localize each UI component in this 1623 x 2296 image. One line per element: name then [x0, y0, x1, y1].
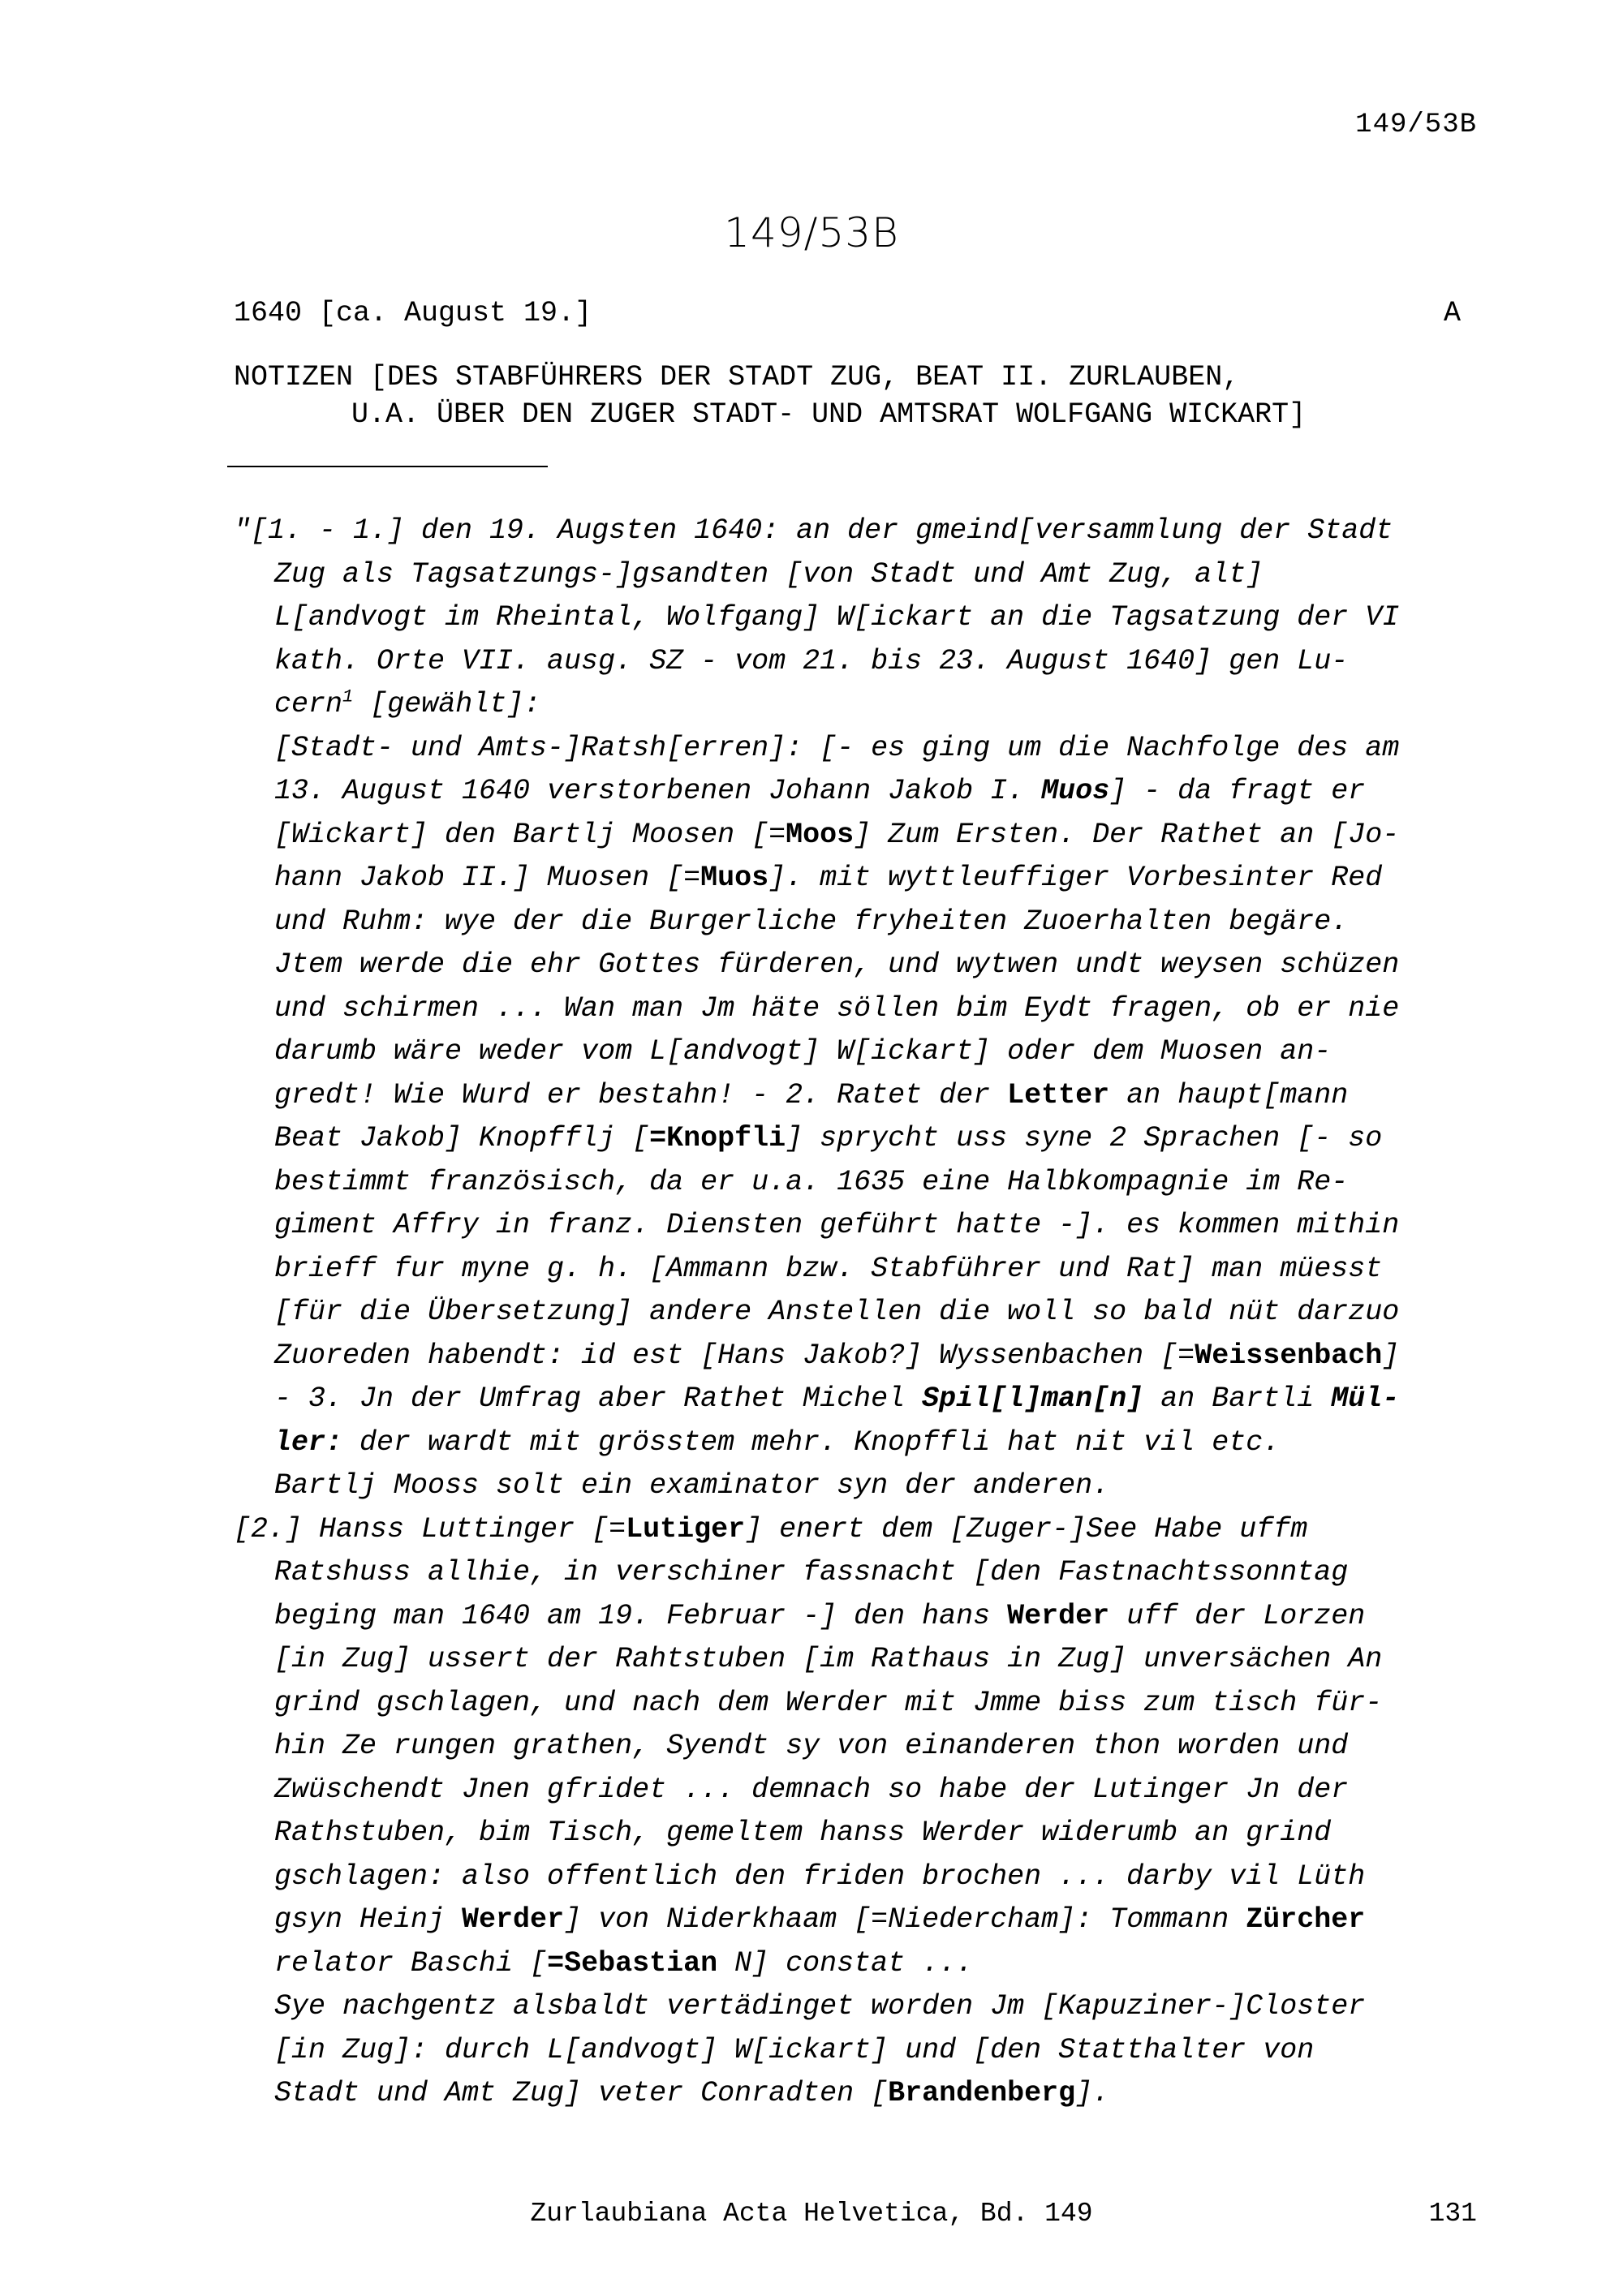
text-line: Jtem werde die ehr Gottes fürderen, und wytwen undt weysen schüzen — [274, 948, 1400, 981]
text-run: an haupt[mann — [1109, 1078, 1349, 1111]
text-line — [234, 1117, 1500, 1161]
text-run: der wardt mit grösstem mehr. Knopffli hat nit vil etc. — [342, 1425, 1281, 1459]
text-line — [234, 1508, 1500, 1552]
text-run: ] — [1382, 1339, 1400, 1372]
heading-line-2: U.A. ÜBER DEN ZUGER STADT- UND AMTSRAT WOLFGANG WICKART] — [351, 398, 1307, 431]
text-run: Zuoreden habendt: id est [Hans Jakob?] Wyssenbachen [= — [274, 1339, 1195, 1372]
text-line — [234, 857, 1500, 901]
name-highlight: Muos — [1041, 775, 1110, 807]
name-highlight: =Knopfli — [649, 1122, 786, 1154]
text-run: ]. — [1075, 2077, 1110, 2109]
name-highlight: Spil[l]man[n] — [922, 1382, 1144, 1415]
text-run: ] von Niderkhaam [=Niedercham]: Tommann — [564, 1903, 1246, 1936]
text-run: cern — [274, 688, 343, 720]
document-status: A — [1443, 297, 1461, 329]
text-run: gsyn Heinj — [274, 1903, 463, 1936]
name-highlight: Mül- — [1331, 1382, 1400, 1415]
text-line: [in Zug] ussert der Rahtstuben [im Rathaus in Zug] unversächen An — [274, 1643, 1383, 1675]
text-line: hin Ze rungen grathen, Syendt sy von einanderen thon worden und — [274, 1730, 1349, 1762]
text-run: [2.] Hanss Luttinger [= — [234, 1512, 626, 1546]
text-run: ] Zum Ersten. Der Rathet an [Jo- — [854, 818, 1400, 851]
text-run: ] sprycht uss syne 2 Sprachen [- so — [786, 1122, 1383, 1154]
text-line: [Stadt- und Amts-]Ratsh[erren]: [- es ging um die Nachfolge des am — [274, 731, 1400, 764]
name-highlight: Muos — [700, 862, 769, 894]
text-line: gschlagen: also offentlich den friden brochen ... darby vil Lüth — [274, 1860, 1366, 1893]
text-line — [234, 814, 1500, 858]
document-title: 149/53B — [724, 209, 899, 256]
text-run: ] - da fragt er — [1109, 775, 1366, 807]
text-line — [234, 683, 1500, 727]
text-run: [gewählt]: — [353, 688, 541, 720]
text-line — [234, 1421, 1500, 1465]
text-run: relator Baschi [ — [274, 1946, 548, 1980]
text-line: [in Zug]: durch L[andvogt] W[ickart] und [den Statthalter von — [274, 2033, 1315, 2066]
text-run: ]. mit wyttleuffiger Vorbesinter Red — [768, 862, 1383, 894]
text-line — [234, 1595, 1500, 1639]
text-line: darumb wäre weder vom L[andvogt] W[ickart] oder dem Muosen an- — [274, 1035, 1332, 1068]
text-run: uff der Lorzen — [1109, 1599, 1366, 1632]
name-highlight: Letter — [1007, 1078, 1110, 1111]
text-line: grind gschlagen, und nach dem Werder mit Jmme biss zum tisch für- — [274, 1686, 1383, 1719]
text-line — [234, 1378, 1500, 1421]
text-run: 13. August 1640 verstorbenen Johann Jakob I. — [274, 775, 1042, 807]
name-highlight: Weissenbach — [1195, 1339, 1383, 1372]
text-line: Sye nachgentz alsbaldt vertädinget worden Jm [Kapuziner-]Closter — [274, 1990, 1366, 2023]
name-highlight: Werder — [1007, 1599, 1110, 1632]
text-line: "[1. - 1.] den 19. Augsten 1640: an der gmeind[versammlung der Stadt — [234, 514, 1393, 547]
footnote-marker: 1 — [342, 686, 354, 707]
text-run: [Wickart] den Bartlj Moosen [= — [274, 818, 786, 851]
text-line — [234, 1074, 1500, 1118]
text-run: - 3. Jn der Umfrag aber Rathet Michel — [274, 1382, 923, 1415]
text-run: an Bartli — [1143, 1382, 1332, 1415]
text-line: und Ruhm: wye der die Burgerliche fryheiten Zuoerhalten begäre. — [274, 905, 1349, 938]
text-run: beging man 1640 am 19. Februar -] den hans — [274, 1599, 1008, 1632]
text-line: bestimmt französisch, da er u.a. 1635 eine Halbkompagnie im Re- — [274, 1165, 1349, 1198]
paragraph-1 — [234, 510, 1500, 1508]
text-run: ] enert dem [Zuger-]See Habe uffm — [745, 1512, 1308, 1546]
text-line — [234, 2072, 1500, 2116]
text-line: Ratshuss allhie, in verschiner fassnacht [den Fastnachtssonntag — [274, 1556, 1349, 1589]
text-line: Rathstuben, bim Tisch, gemeltem hanss Werder widerumb an grind — [274, 1817, 1332, 1849]
text-line: L[andvogt im Rheintal, Wolfgang] W[ickart an die Tagsatzung der VI — [274, 601, 1400, 634]
text-line: giment Affry in franz. Diensten geführt hatte -]. es kommen mithin — [274, 1209, 1400, 1241]
text-line: Zug als Tagsatzungs-]gsandten [von Stadt und Amt Zug, alt] — [274, 557, 1264, 591]
page-number: 131 — [1428, 2199, 1477, 2229]
name-highlight: =Sebastian — [547, 1946, 718, 1980]
name-highlight: Werder — [462, 1903, 565, 1936]
text-line — [234, 1942, 1500, 1986]
document-heading — [234, 359, 1306, 433]
text-run: N] constat ... — [717, 1946, 974, 1980]
name-highlight: Zürcher — [1246, 1903, 1366, 1936]
text-line: brieff fur myne g. h. [Ammann bzw. Stabführer und Rat] man müesst — [274, 1252, 1383, 1285]
text-run: Beat Jakob] Knopfflj [ — [274, 1122, 650, 1154]
text-line: [für die Übersetzung] andere Anstellen die woll so bald nüt darzuo — [274, 1296, 1400, 1328]
running-header-id: 149/53B — [1355, 110, 1477, 140]
text-line — [234, 1898, 1500, 1942]
text-line: Zwüschendt Jnen gfridet ... demnach so habe der Lutinger Jn der — [274, 1773, 1349, 1806]
paragraph-2 — [234, 1508, 1500, 2116]
name-highlight: Lutiger — [626, 1512, 746, 1546]
document-body — [234, 510, 1500, 2116]
name-highlight: Brandenberg — [888, 2077, 1076, 2109]
name-highlight: ler: — [274, 1425, 343, 1459]
document-date: 1640 [ca. August 19.] — [234, 297, 592, 329]
footer-source: Zurlaubiana Acta Helvetica, Bd. 149 — [530, 2199, 1093, 2229]
text-run: hann Jakob II.] Muosen [= — [274, 862, 701, 894]
heading-divider — [227, 466, 548, 467]
text-line — [234, 1335, 1500, 1378]
name-highlight: Moos — [786, 818, 855, 851]
text-line — [234, 770, 1500, 814]
text-line: kath. Orte VII. ausg. SZ - vom 21. bis 23. August 1640] gen Lu- — [274, 644, 1349, 677]
text-run: gredt! Wie Wurd er bestahn! - 2. Ratet der — [274, 1078, 1008, 1111]
text-run: Stadt und Amt Zug] veter Conradten [ — [274, 2077, 889, 2109]
heading-line-1: NOTIZEN [DES STABFÜHRERS DER STADT ZUG, BEAT II. ZURLAUBEN, — [234, 361, 1240, 393]
text-line: Bartlj Mooss solt ein examinator syn der anderen. — [274, 1469, 1110, 1502]
text-line: und schirmen ... Wan man Jm häte söllen bim Eydt fragen, ob er nie — [274, 991, 1400, 1025]
